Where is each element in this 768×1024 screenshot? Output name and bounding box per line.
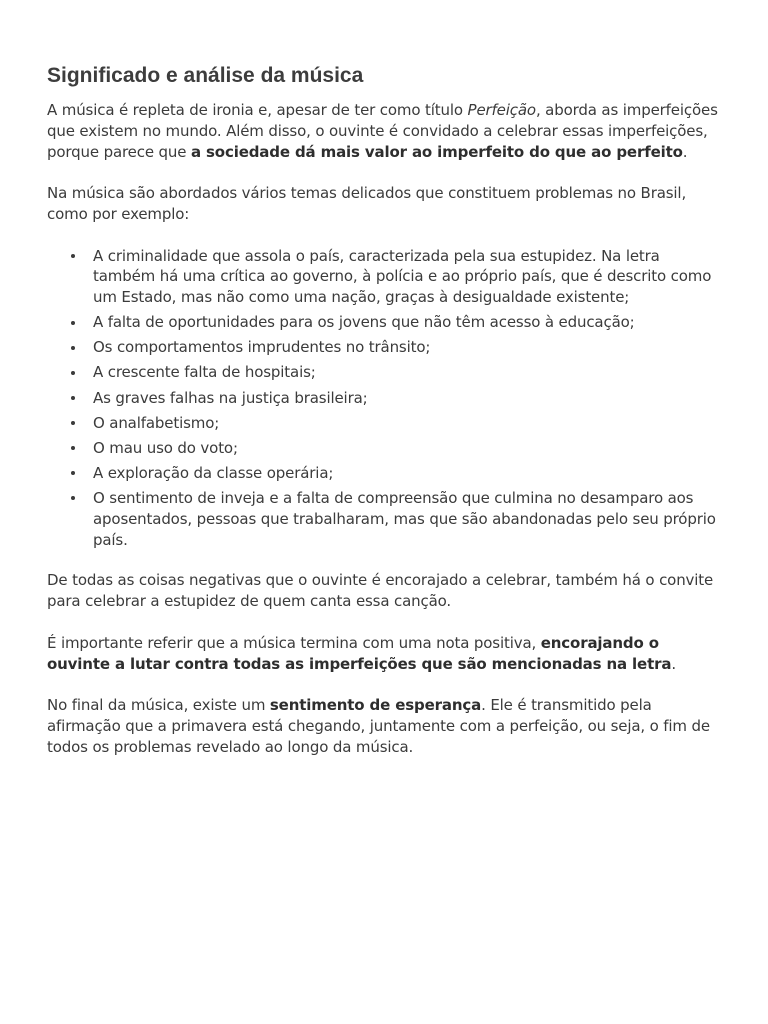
list-item: As graves falhas na justiça brasileira; bbox=[93, 388, 723, 409]
article bbox=[47, 62, 723, 778]
paragraph-hope: No final da música, existe um sentimento de esperança. Ele é transmitido pela afirmação que a primavera está chegando, juntamente com a perfeição, ou seja, o fim de todos os problemas revelado ao longo da música. bbox=[47, 696, 710, 756]
list-item: A criminalidade que assola o país, caracterizada pela sua estupidez. Na letra também há uma crítica ao governo, à polícia e ao próprio país, que é descrito como um Estado, mas não como uma nação, graças à desigualdade existente; bbox=[93, 246, 723, 308]
paragraph-positive-note: É importante referir que a música termina com uma nota positiva, encorajando o ouvinte a lutar contra todas as imperfeições que são mencionadas na letra. bbox=[47, 633, 676, 673]
list-item: O mau uso do voto; bbox=[93, 438, 723, 459]
list-item: A exploração da classe operária; bbox=[93, 463, 723, 484]
list-item: A falta de oportunidades para os jovens que não têm acesso à educação; bbox=[93, 312, 723, 333]
list-item: Os comportamentos imprudentes no trânsito; bbox=[93, 337, 723, 358]
list-item: A crescente falta de hospitais; bbox=[93, 362, 723, 383]
themes-list bbox=[47, 246, 723, 551]
paragraph-themes: Na música são abordados vários temas delicados que constituem problemas no Brasil, como por exemplo: bbox=[47, 184, 687, 223]
paragraph-intro: A música é repleta de ironia e, apesar de ter como título Perfeição, aborda as imperfeições que existem no mundo. Além disso, o ouvinte é convidado a celebrar essas imperfeições, porque parece que a sociedade dá mais valor ao imperfeito do que ao perfeito. bbox=[47, 101, 718, 161]
list-item: O analfabetismo; bbox=[93, 413, 723, 434]
bold-highlight: encorajando o ouvinte a lutar contra todas as imperfeições que são mencionadas na letra bbox=[47, 633, 672, 673]
song-title-italic: Perfeição bbox=[467, 101, 536, 119]
section-heading: Significado e análise da música bbox=[47, 64, 364, 87]
list-item: O sentimento de inveja e a falta de compreensão que culmina no desamparo aos aposentados, pessoas que trabalharam, mas que são abandonadas pelo seu próprio país. bbox=[93, 488, 723, 550]
bold-highlight: sentimento de esperança bbox=[269, 696, 482, 715]
bold-highlight: a sociedade dá mais valor ao imperfeito do que ao perfeito bbox=[190, 142, 683, 161]
paragraph-negative-things: De todas as coisas negativas que o ouvinte é encorajado a celebrar, também há o convite para celebrar a estupidez de quem canta essa canção. bbox=[47, 571, 714, 611]
